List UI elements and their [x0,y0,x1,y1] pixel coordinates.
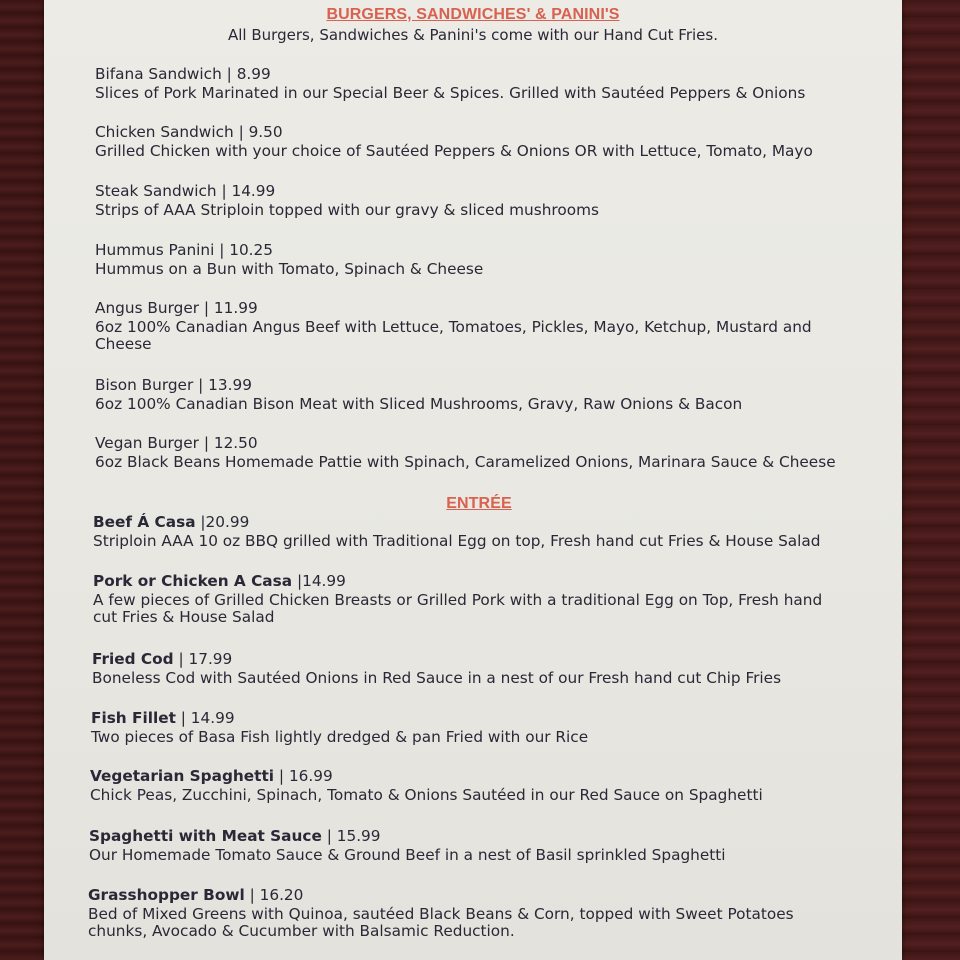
item-price: | 14.99 [221,182,276,200]
menu-item [92,651,912,687]
item-name: Beef Á Casa [93,513,196,531]
item-description: Bed of Mixed Greens with Quinoa, sautéed Black Beans & Corn, topped with Sweet Potatoes chunks, Avocado & Cucumber with Balsamic Reduction. [88,905,794,940]
item-price: | 13.99 [198,376,252,394]
menu-item [91,710,911,746]
item-description: Striploin AAA 10 oz BBQ grilled with Traditional Egg on top, Fresh hand cut Fries & House Salad [93,532,821,550]
item-name: Pork or Chicken A Casa [93,572,293,590]
item-price: | 9.50 [238,123,283,141]
item-name: Vegan Burger [95,434,199,452]
item-price: | 16.20 [249,886,304,904]
menu-item [95,66,915,102]
menu-item [95,377,915,413]
item-description: 6oz 100% Canadian Bison Meat with Sliced Mushrooms, Gravy, Raw Onions & Bacon [95,395,743,413]
menu-item [93,514,913,550]
item-name: Angus Burger [95,299,200,317]
item-price: | 14.99 [180,709,235,727]
section-title-entree: ENTRÉE [446,495,512,512]
item-description: Chick Peas, Zucchini, Spinach, Tomato & Onions Sautéed in our Red Sauce on Spaghetti [90,786,763,804]
item-name: Fish Fillet [91,709,176,727]
item-description: 6oz Black Beans Homemade Pattie with Spinach, Caramelized Onions, Marinara Sauce & Cheese [95,453,836,471]
item-price: | 17.99 [178,650,233,668]
item-price: | 12.50 [203,434,258,452]
section-title-burgers: BURGERS, SANDWICHES' & PANINI'S [326,6,620,23]
section-subtitle-burgers: All Burgers, Sandwiches & Panini's come with our Hand Cut Fries. [228,26,718,44]
item-description: Two pieces of Basa Fish lightly dredged & pan Fried with our Rice [91,728,589,746]
item-price: | 15.99 [326,827,381,845]
menu-item [95,183,915,219]
menu-item [89,828,909,864]
item-description: Slices of Pork Marinated in our Special Beer & Spices. Grilled with Sautéed Peppers & Onions [95,84,806,102]
item-description: Strips of AAA Striploin topped with our gravy & sliced mushrooms [95,201,599,219]
menu-item [95,300,835,353]
menu-item [95,242,915,278]
item-description: Boneless Cod with Sautéed Onions in Red Sauce in a nest of our Fresh hand cut Chip Fries [92,669,782,687]
wood-table-left [0,0,44,960]
menu-item [95,124,915,160]
item-description: Our Homemade Tomato Sauce & Ground Beef in a nest of Basil sprinkled Spaghetti [89,846,726,864]
menu-item [90,768,910,804]
item-description: Hummus on a Bun with Tomato, Spinach & Cheese [95,260,484,278]
item-name: Bifana Sandwich [95,65,222,83]
item-description: A few pieces of Grilled Chicken Breasts or Grilled Pork with a traditional Egg on Top, Fresh hand cut Fries & House Salad [93,591,823,626]
item-name: Fried Cod [92,650,174,668]
item-description: 6oz 100% Canadian Angus Beef with Lettuce, Tomatoes, Pickles, Mayo, Ketchup, Mustard and Cheese [95,318,812,353]
menu-item [95,435,915,471]
item-description: Grilled Chicken with your choice of Sautéed Peppers & Onions OR with Lettuce, Tomato, Mayo [95,142,813,160]
menu-page [44,0,902,960]
menu-item [93,573,833,626]
item-price: | 16.99 [278,767,333,785]
item-name: Bison Burger [95,376,194,394]
item-name: Vegetarian Spaghetti [90,767,275,785]
item-price: |14.99 [296,572,346,590]
item-name: Hummus Panini [95,241,215,259]
menu-item [88,887,808,940]
item-name: Spaghetti with Meat Sauce [89,827,322,845]
item-price: |20.99 [200,513,250,531]
item-name: Grasshopper Bowl [88,886,245,904]
item-name: Chicken Sandwich [95,123,234,141]
item-name: Steak Sandwich [95,182,217,200]
item-price: | 8.99 [226,65,271,83]
item-price: | 11.99 [203,299,258,317]
item-price: | 10.25 [219,241,274,259]
